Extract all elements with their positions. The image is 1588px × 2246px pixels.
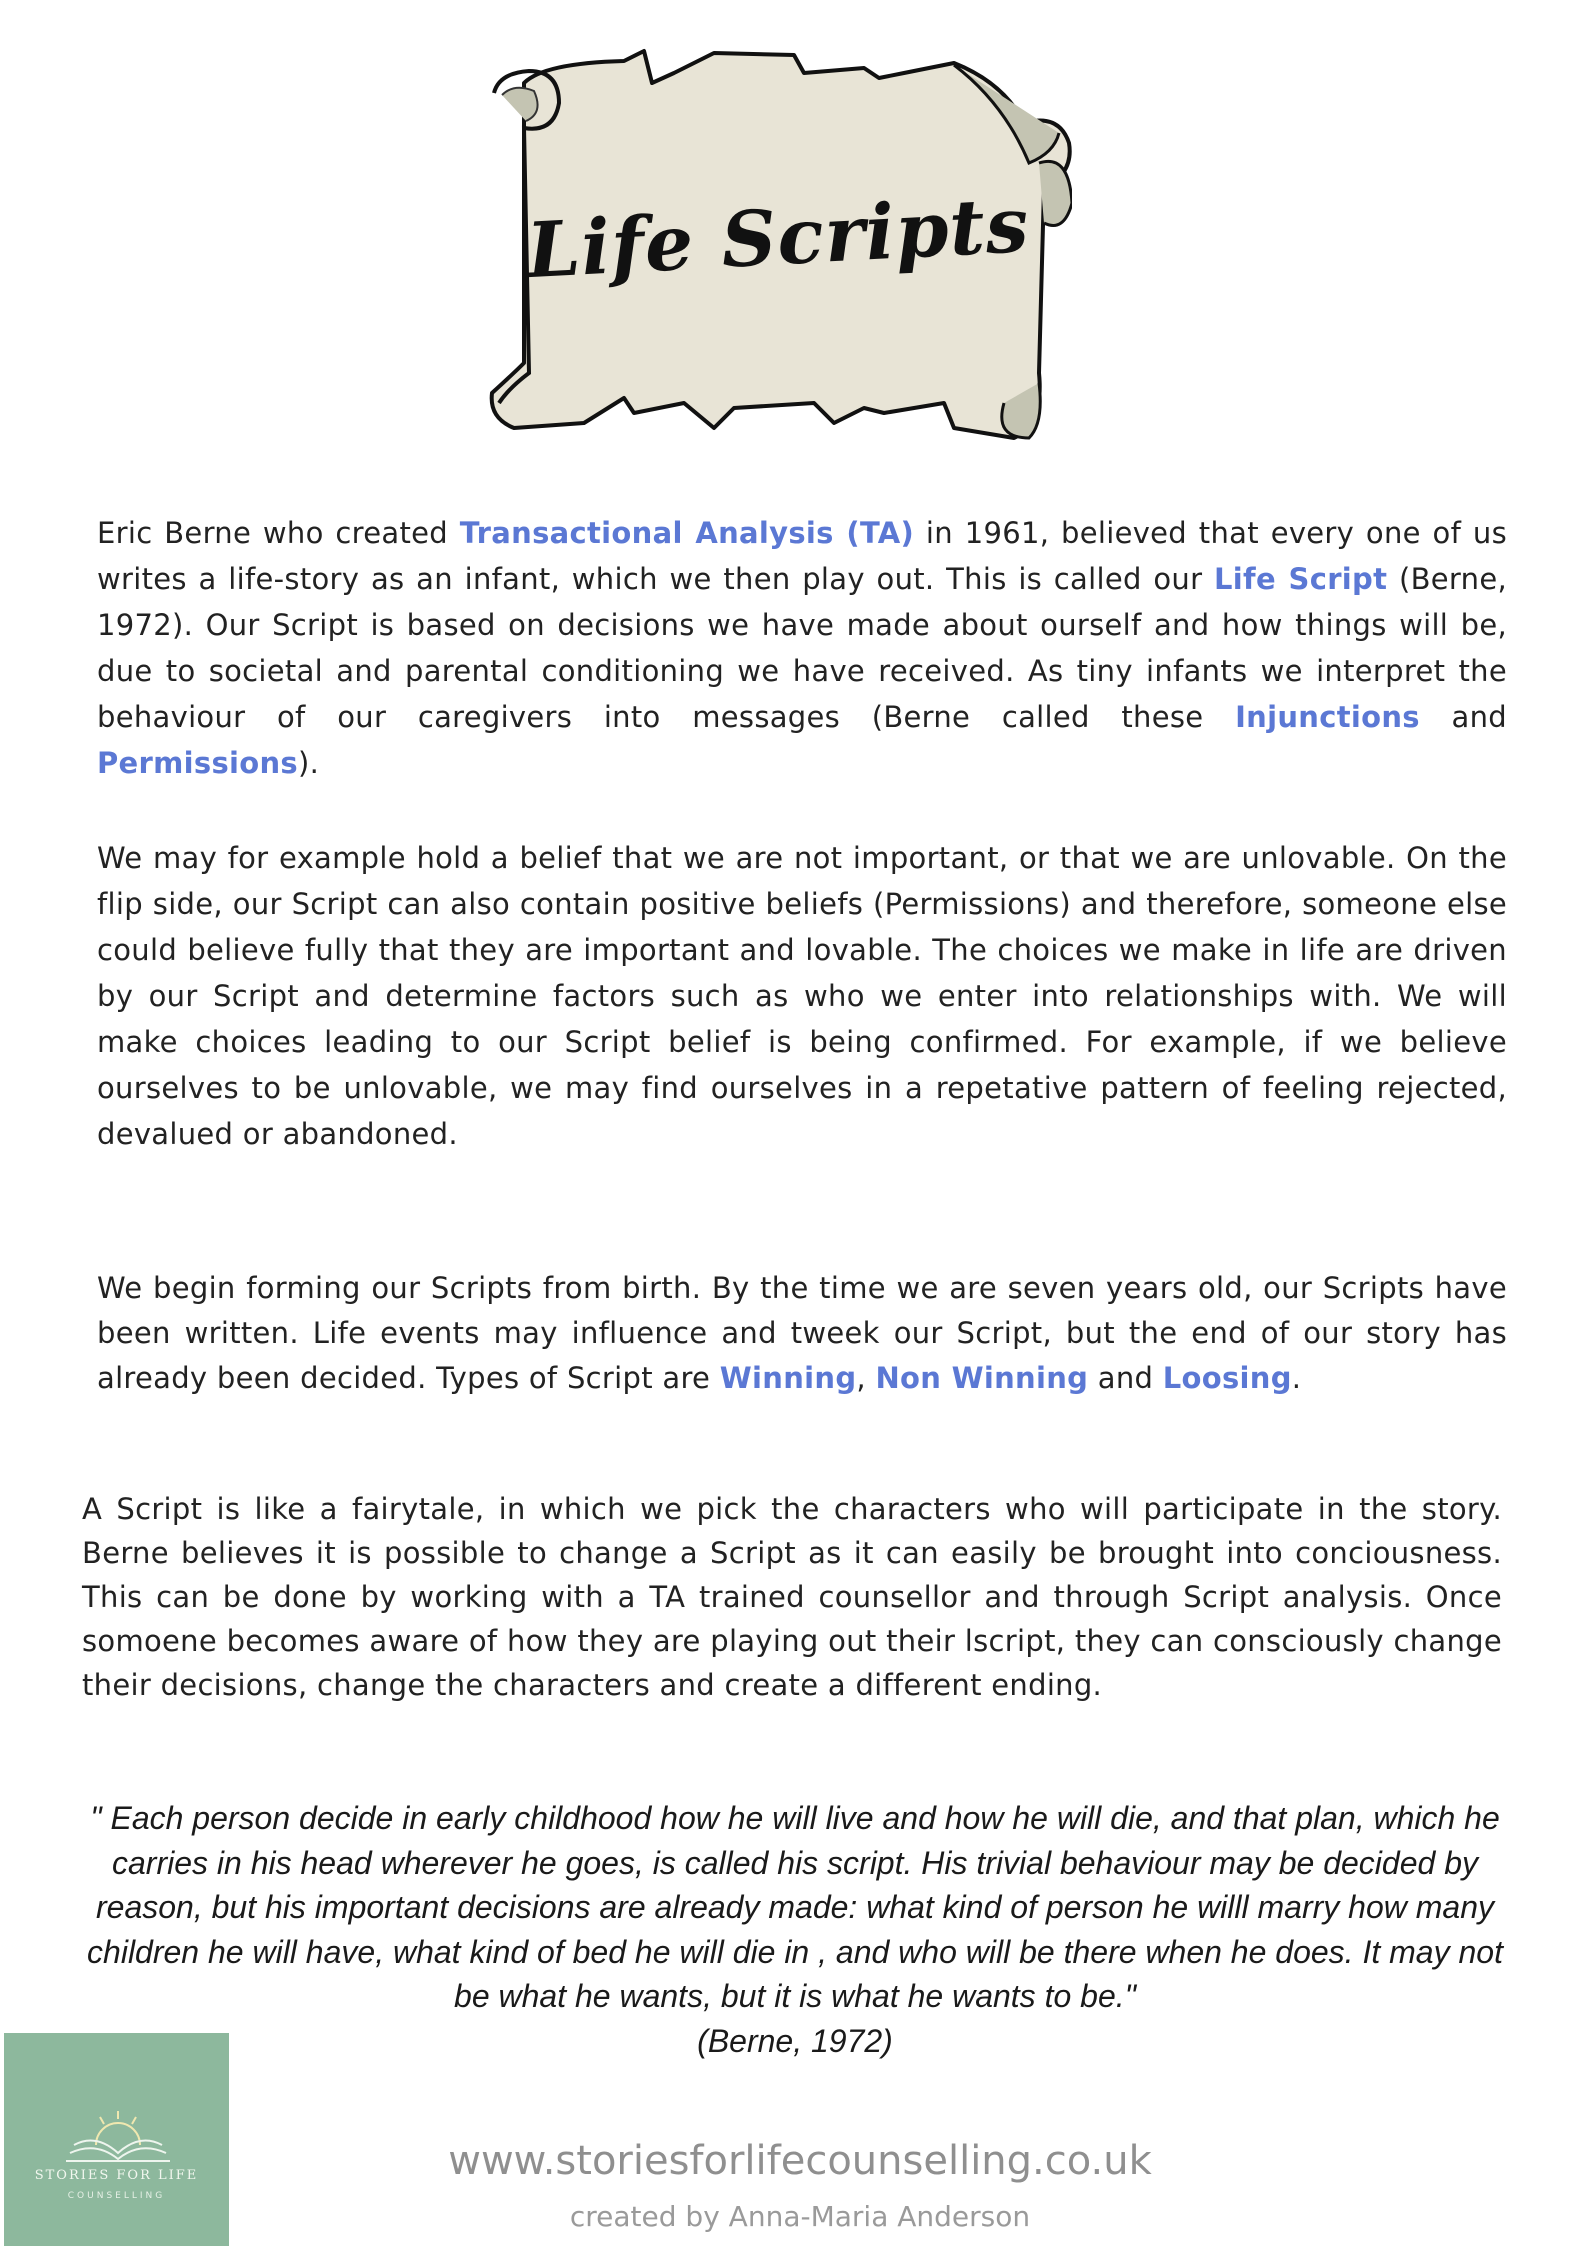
beliefs-paragraph: We may for example hold a belief that we are not important, or that we are unlovable. On the flip side, our Script can also contain positive beliefs (Permissions) and therefore, someone else could believe fully that they are important and lovable. The choices we make in life are driven by our Script and determine factors such as who we enter into relationships with. We will make choices leading to our Script belief is being confirmed. For example, if we believe ourselves to be unlovable, we may find ourselves in a repetative pattern of feeling rejected, devalued or abandoned. (97, 841, 1507, 1151)
highlight-life-script: Life Script (1214, 562, 1388, 596)
text-segment: and (1088, 1361, 1163, 1395)
quote-citation: (Berne, 1972) (697, 2022, 893, 2059)
text-segment: Eric Berne who created (97, 516, 460, 550)
open-book-sun-icon (4, 2033, 229, 2163)
highlight-non-winning: Non Winning (875, 1361, 1089, 1395)
highlight-permissions: Permissions (97, 746, 298, 780)
script-types-paragraph (97, 1266, 1507, 1401)
fairytale-paragraph: A Script is like a fairytale, in which we pick the characters who will participate in the story. Berne believes it is possible to change a Script as it can easily be brought into conciousness. This can be done by working with a TA trained counsellor and through Script analysis. Once somoene becomes aware of how they are playing out their lscript, they can consciously change their decisions, change the characters and create a different ending. (82, 1492, 1502, 1702)
berne-quote (85, 1796, 1505, 2063)
intro-paragraph (97, 510, 1507, 786)
website-link[interactable]: www.storiesforlifecounselling.co.uk (448, 2138, 1152, 2184)
life-scripts-scroll-banner (484, 43, 1072, 445)
text-segment: . (1291, 1361, 1302, 1395)
stories-for-life-logo (4, 2033, 229, 2246)
logo-name: STORIES FOR LIFE (34, 2168, 199, 2183)
logo-subtitle: COUNSELLING (67, 2191, 166, 2201)
text-segment: ). (297, 746, 320, 780)
quote-text: " Each person decide in early childhood how he will live and how he will die, and that plan, which he carries in his head wherever he goes, is called his script. His trivial behaviour may be decided by reason, but his important decisions are already made: what kind of person he willl marry how many children he will have, what kind of bed he will die in , and who will be there when he does. It may not be what he wants, but it is what he wants to be." (87, 1800, 1503, 2014)
text-segment: , (856, 1361, 876, 1395)
highlight-loosing: Loosing (1162, 1361, 1292, 1395)
text-segment: We begin forming our Scripts from birth. By the time we are seven years old, our Scripts have been written. Life events may influence and tweek our Script, but the end of our story has already been decided. Types of Script are (97, 1271, 1507, 1395)
page-title: Life Scripts (524, 179, 1032, 296)
author-credit: created by Anna-Maria Anderson (569, 2200, 1031, 2233)
highlight-transactional-analysis: Transactional Analysis (TA) (459, 516, 915, 550)
text-segment: (Berne, 1972). Our Script is based on decisions we have made about ourself and how things will be, due to societal and parental conditioning we have received. As tiny infants we interpret the behaviour of our caregivers into messages (Berne called these (97, 562, 1507, 734)
highlight-winning: Winning (719, 1361, 857, 1395)
text-segment: in 1961, believed that every one of us writes a life-story as an infant, which we then play out. This is called our (97, 516, 1507, 596)
text-segment: and (1419, 700, 1507, 734)
highlight-injunctions: Injunctions (1235, 700, 1420, 734)
